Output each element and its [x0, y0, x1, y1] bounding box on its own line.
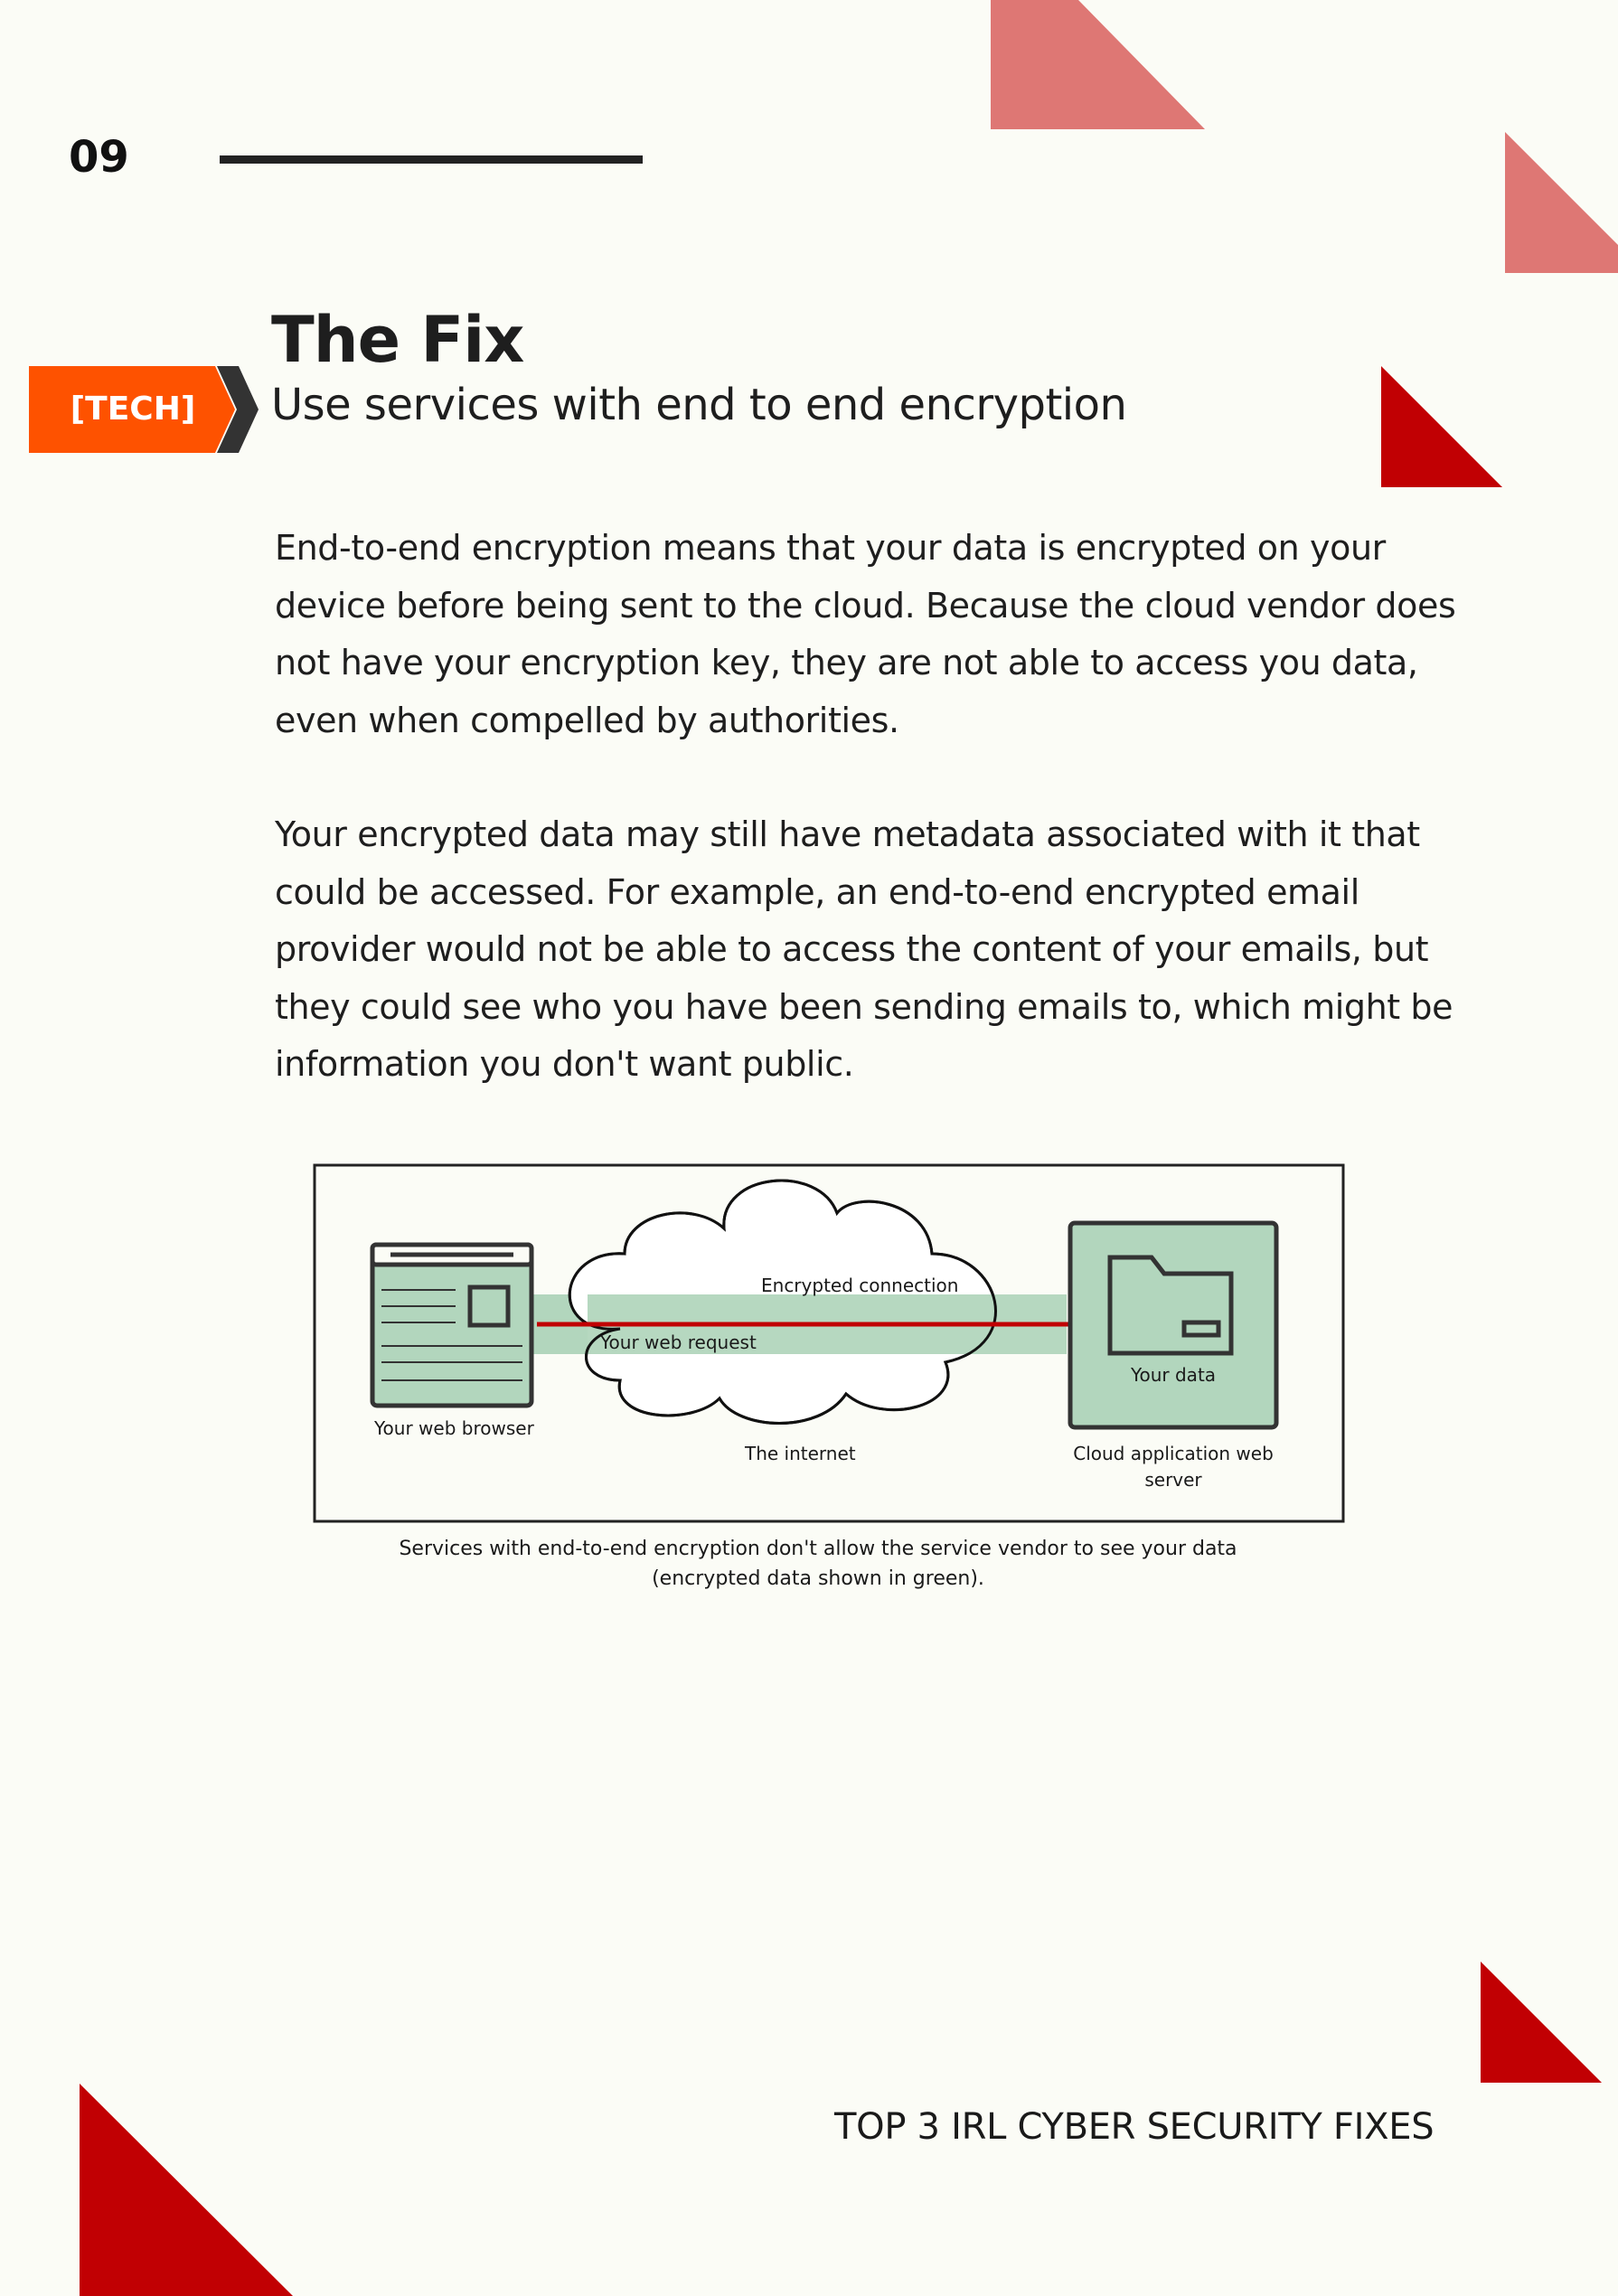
browser-label: Your web browser [374, 1417, 534, 1439]
cloud-server-icon [1070, 1223, 1276, 1427]
browser-window-icon [372, 1245, 531, 1406]
header-rule [220, 155, 643, 164]
decor-triangle-right-pink [1505, 132, 1618, 273]
tag-label: [TECH] [70, 391, 196, 428]
decor-triangle-bottom-right-red [1481, 1962, 1602, 2083]
web-request-label: Your web request [600, 1331, 757, 1353]
page-title: The Fix [271, 303, 524, 377]
decor-triangle-bottom-left-red [80, 2084, 293, 2296]
your-data-label: Your data [1130, 1364, 1217, 1386]
body-paragraph-2: Your encrypted data may still have metadata associated with it that could be accessed. For example, an end-to-end encrypted email provider would not be able to access the content of your emails, but they could see who you have been sending emails to, which might be information you don't want public. [275, 814, 1453, 1084]
encrypted-connection-label: Encrypted connection [761, 1275, 959, 1296]
decor-triangle-top-pink [991, 0, 1205, 129]
encryption-diagram [313, 1163, 1345, 1523]
decor-triangle-right-red [1381, 366, 1502, 487]
footer-title: TOP 3 IRL CYBER SECURITY FIXES [834, 2106, 1435, 2148]
server-label-line1: Cloud application web [1073, 1443, 1274, 1464]
figure-caption: Services with end-to-end encryption don't allow the service vendor to see your data (encrypted data shown in green). [399, 1538, 1237, 1590]
category-tag [29, 366, 264, 453]
server-label-line2: server [1144, 1469, 1202, 1491]
internet-label: The internet [745, 1443, 856, 1464]
body-paragraph-1: End-to-end encryption means that your data is encrypted on your device before being sent to the cloud. Because the cloud vendor does not have your encryption key, they are not able to access you data, even when compelled by authorities. [275, 528, 1456, 740]
page-number: 09 [69, 132, 129, 183]
page-subtitle: Use services with end to end encryption [271, 380, 1127, 430]
